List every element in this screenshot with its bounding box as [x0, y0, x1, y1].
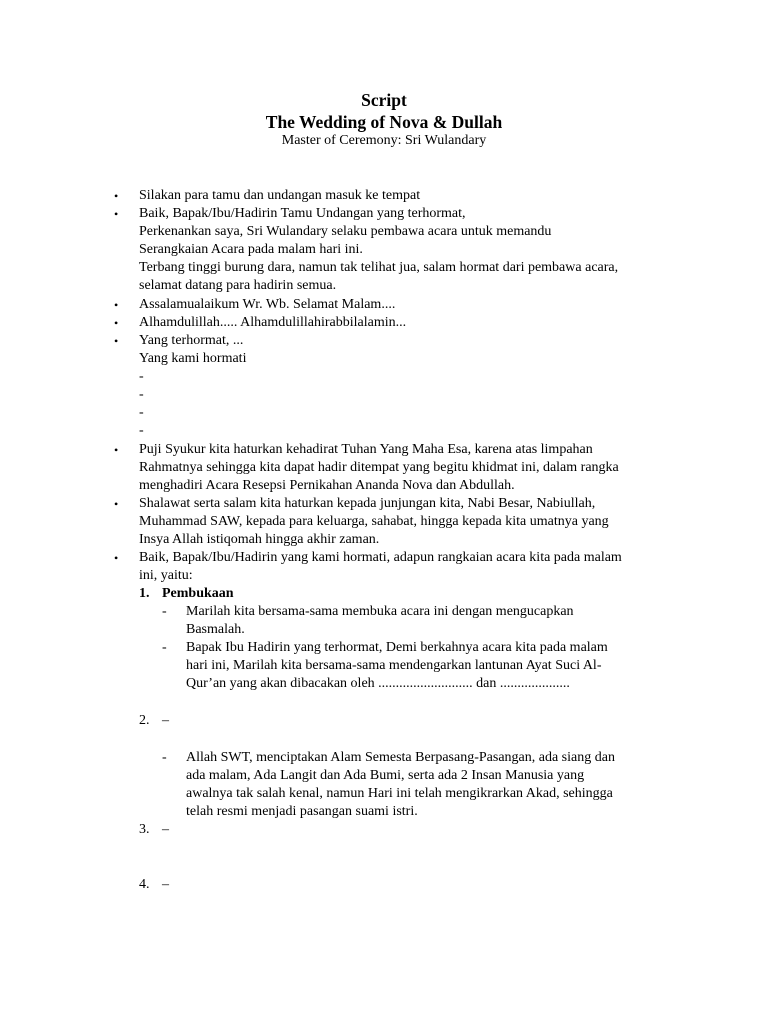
bullet-marker: •	[114, 497, 119, 511]
sub-item-dash: -	[162, 604, 167, 619]
agenda-title: –	[162, 713, 169, 728]
placeholder-dash: -	[139, 369, 144, 384]
paragraph-line: selamat datang para hadirin semua.	[139, 278, 337, 293]
sub-item-line: Qur’an yang akan dibacakan oleh ........................... dan ....................	[186, 676, 570, 691]
agenda-number: 2.	[139, 713, 150, 728]
sub-item-line: ada malam, Ada Langit dan Ada Bumi, serta ada 2 Insan Manusia yang	[186, 768, 585, 783]
agenda-number: 1.	[139, 586, 150, 601]
agenda-number: 3.	[139, 822, 150, 837]
paragraph-line: Rahmatnya sehingga kita dapat hadir ditempat yang begitu khidmat ini, dalam rangka	[139, 460, 619, 475]
sub-item-line: telah resmi menjadi pasangan suami istri.	[186, 804, 418, 819]
placeholder-dash: -	[139, 405, 144, 420]
agenda-title: –	[162, 822, 169, 837]
paragraph-line: Yang terhormat, ...	[139, 333, 244, 348]
placeholder-dash: -	[139, 423, 144, 438]
agenda-title: –	[162, 877, 169, 892]
bullet-marker: •	[114, 443, 119, 457]
paragraph-line: Shalawat serta salam kita haturkan kepada junjungan kita, Nabi Besar, Nabiullah,	[139, 496, 596, 511]
document-subtitle-title: The Wedding of Nova & Dullah	[265, 112, 503, 132]
sub-item-line: Bapak Ibu Hadirin yang terhormat, Demi berkahnya acara kita pada malam	[186, 640, 608, 655]
bullet-marker: •	[114, 316, 119, 330]
agenda-title: Pembukaan	[162, 586, 234, 601]
sub-item-dash: -	[162, 640, 167, 655]
bullet-marker: •	[114, 334, 119, 348]
master-of-ceremony-line: Master of Ceremony: Sri Wulandary	[281, 133, 487, 148]
bullet-marker: •	[114, 189, 119, 203]
paragraph-line: Silakan para tamu dan undangan masuk ke tempat	[139, 188, 421, 203]
paragraph-line: Baik, Bapak/Ibu/Hadirin Tamu Undangan yang terhormat,	[139, 206, 466, 221]
bullet-marker: •	[114, 551, 119, 565]
placeholder-dash: -	[139, 387, 144, 402]
sub-item-dash: -	[162, 750, 167, 765]
sub-item-line: Basmalah.	[186, 622, 245, 637]
sub-item-line: Allah SWT, menciptakan Alam Semesta Berpasang-Pasangan, ada siang dan	[186, 750, 615, 765]
paragraph-line: Assalamualaikum Wr. Wb. Selamat Malam....	[139, 297, 396, 312]
paragraph-line: Puji Syukur kita haturkan kehadirat Tuhan Yang Maha Esa, karena atas limpahan	[139, 442, 593, 457]
paragraph-line: Insya Allah istiqomah hingga akhir zaman.	[139, 532, 380, 547]
agenda-number: 4.	[139, 877, 150, 892]
bullet-marker: •	[114, 298, 119, 312]
paragraph-line: menghadiri Acara Resepsi Pernikahan Ananda Nova dan Abdullah.	[139, 478, 515, 493]
sub-item-line: Marilah kita bersama-sama membuka acara ini dengan mengucapkan	[186, 604, 574, 619]
paragraph-line: Muhammad SAW, kepada para keluarga, sahabat, hingga kepada kita umatnya yang	[139, 514, 609, 529]
paragraph-line: Yang kami hormati	[139, 351, 247, 366]
sub-item-line: awalnya tak salah kenal, namun Hari ini telah mengikrarkan Akad, sehingga	[186, 786, 613, 801]
paragraph-line: Alhamdulillah..... Alhamdulillahirabbilalamin...	[139, 315, 407, 330]
paragraph-line: Terbang tinggi burung dara, namun tak telihat jua, salam hormat dari pembawa acara,	[139, 260, 619, 275]
bullet-marker: •	[114, 207, 119, 221]
paragraph-line: ini, yaitu:	[139, 568, 193, 583]
sub-item-line: hari ini, Marilah kita bersama-sama mendengarkan lantunan Ayat Suci Al-	[186, 658, 602, 673]
document-title: Script	[361, 90, 407, 110]
paragraph-line: Serangkaian Acara pada malam hari ini.	[139, 242, 363, 257]
paragraph-line: Perkenankan saya, Sri Wulandary selaku pembawa acara untuk memandu	[139, 224, 552, 239]
paragraph-line: Baik, Bapak/Ibu/Hadirin yang kami hormati, adapun rangkaian acara kita pada malam	[139, 550, 622, 565]
